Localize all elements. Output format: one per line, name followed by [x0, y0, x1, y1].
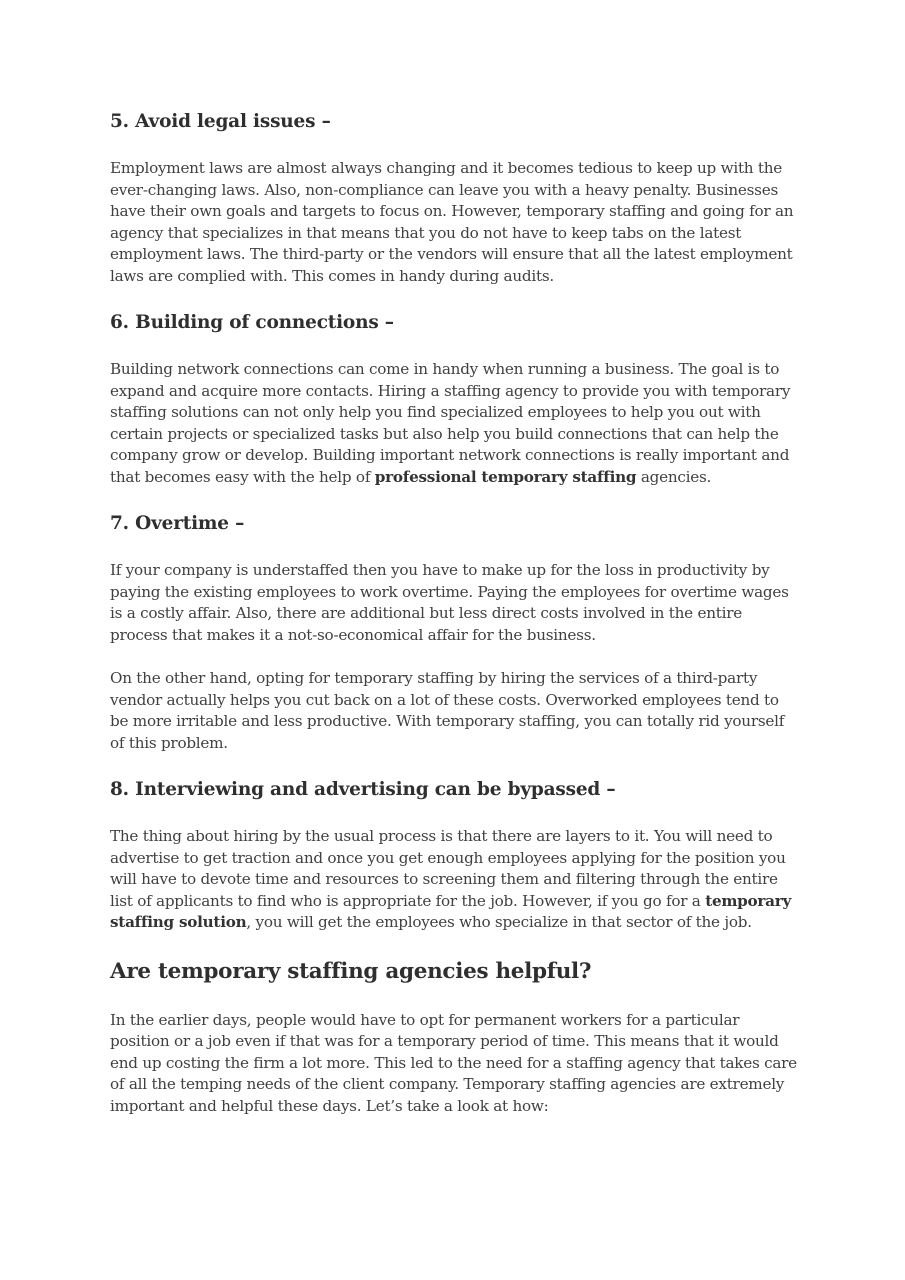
section-overtime [110, 510, 800, 754]
paragraph-text: , you will get the employees who specialize in that sector of the job. [246, 913, 752, 931]
section-paragraph: On the other hand, opting for temporary staffing by hiring the services of a third-party vendor actually helps you cut back on a lot of these costs. Overworked employees tend to be more irritable and less productive. With temporary staffing, you can totally rid yourself of this problem. [110, 669, 785, 752]
section-interviewing-advertising [110, 776, 800, 934]
closing-heading: Are temporary staffing agencies helpful? [110, 958, 592, 984]
bold-phrase: temporary staffing solution [110, 891, 792, 931]
section-heading: 6. Building of connections – [110, 312, 394, 333]
paragraph-text: Building network connections can come in handy when running a business. The goal is to expand and acquire more contacts. Hiring a staffing agency to provide you with temporary staffing solutions can not only help you find specialized employees to help you out with certain projects or specialized tasks but also help you build connections that can help the company grow or develop. Building important network connections is really important and that becomes easy with the help of [110, 360, 791, 486]
section-building-connections [110, 309, 800, 488]
closing-paragraph: In the earlier days, people would have to opt for permanent workers for a particular position or a job even if that was for a temporary period of time. This means that it would end up costing the firm a lot more. This led to the need for a staffing agency that takes care of all the temping needs of the client company. Temporary staffing agencies are extremely important and helpful these days. Let’s take a look at how: [110, 1010, 797, 1115]
section-avoid-legal-issues [110, 108, 800, 287]
section-heading: 5. Avoid legal issues – [110, 111, 331, 132]
section-paragraph [110, 359, 800, 488]
section-heading: 7. Overtime – [110, 513, 245, 534]
section-agencies-helpful [110, 956, 800, 1118]
section-paragraph [110, 826, 800, 934]
bold-phrase: professional temporary staffing [374, 467, 637, 486]
section-heading: 8. Interviewing and advertising can be bypassed – [110, 779, 616, 800]
document-page [110, 108, 800, 1139]
paragraph-text: The thing about hiring by the usual process is that there are layers to it. You will need to advertise to get traction and once you get enough employees applying for the position you will have to devote time and resources to screening them and filtering through the entire list of applicants to find who is appropriate for the job. However, if you go for a [110, 827, 786, 910]
paragraph-text: agencies. [636, 467, 712, 486]
section-paragraph: Employment laws are almost always changing and it becomes tedious to keep up with the ever-changing laws. Also, non-compliance can leave you with a heavy penalty. Businesses have their own goals and targets to focus on. However, temporary staffing and going for an agency that specializes in that means that you do not have to keep tabs on the latest employment laws. The third-party or the vendors will ensure that all the latest employment laws are complied with. This comes in handy during audits. [110, 159, 794, 285]
section-paragraph: If your company is understaffed then you have to make up for the loss in productivity by paying the existing employees to work overtime. Paying the employees for overtime wages is a costly affair. Also, there are additional but less direct costs involved in the entire process that makes it a not-so-economical affair for the business. [110, 561, 789, 644]
